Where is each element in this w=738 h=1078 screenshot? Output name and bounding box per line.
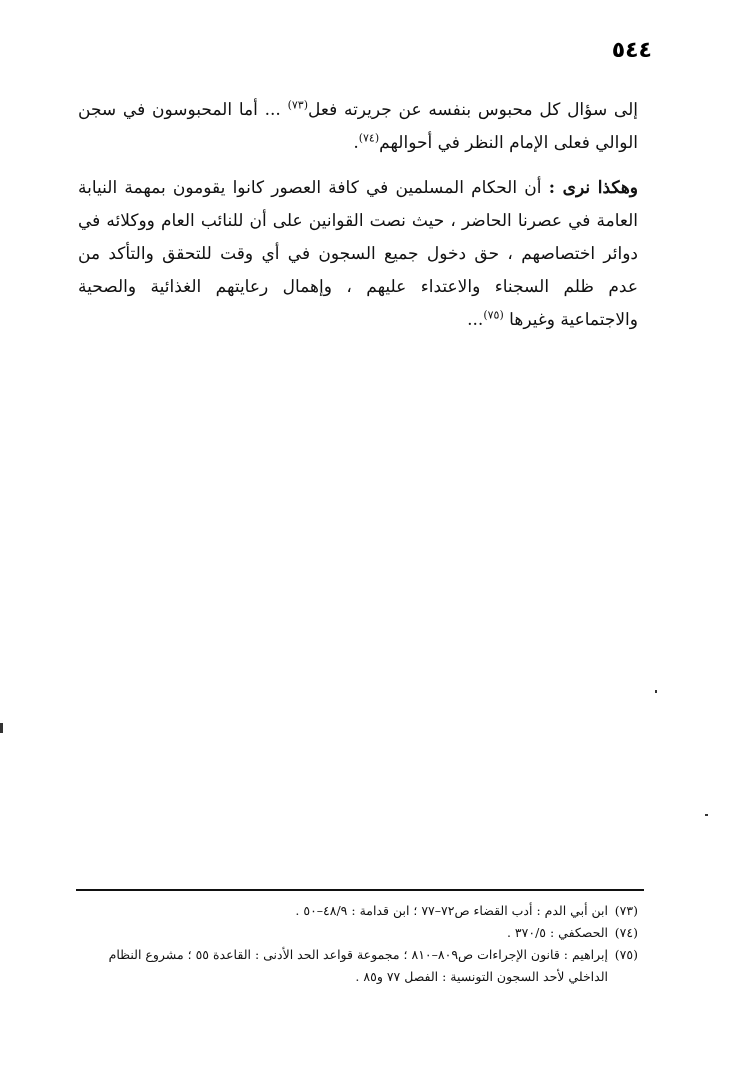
paragraph-1-text-b: ... أما المحبوسون في سجن الوالي فعلى الإمام النظر في أحوالهم [78, 100, 638, 153]
paragraph-2 [78, 172, 638, 337]
paragraph-1-text-a: إلى سؤال كل محبوس بنفسه عن جريرته فعل [308, 100, 639, 120]
footnote-73 [76, 900, 638, 922]
footnote-divider [76, 889, 644, 891]
paragraph-1-end: . [353, 133, 359, 153]
footnote-number: (٧٥) [614, 947, 638, 962]
main-text [78, 94, 638, 337]
scan-speck [705, 814, 708, 816]
footnotes [76, 900, 638, 988]
footnote-75 [76, 944, 638, 988]
footnote-number: (٧٤) [614, 925, 638, 940]
footnote-ref-75: (٧٥) [483, 308, 504, 322]
scan-speck [0, 723, 3, 733]
paragraph-2-lead: وهكذا نرى : [548, 178, 638, 198]
footnote-74 [76, 922, 638, 944]
page-number: ٥٤٤ [611, 38, 652, 63]
footnote-ref-74: (٧٤) [358, 131, 380, 145]
scan-speck [655, 690, 657, 693]
footnote-text: إبراهيم : قانون الإجراءات ص٨٠٩–٨١٠ ؛ مجموعة قواعد الحد الأدنى : القاعدة ٥٥ ؛ مشروع النظام الداخلي لأحد السجون التونسية : الفصل ٧٧ و٨٥ . [108, 947, 608, 984]
paragraph-1 [78, 94, 638, 160]
paragraph-2-tail: ... [467, 310, 484, 330]
footnote-text: الحصكفي : ٣٧٠/٥ . [506, 925, 608, 940]
paragraph-2-text: أن الحكام المسلمين في كافة العصور كانوا يقومون بمهمة النيابة العامة في عصرنا الحاضر ، حيث نصت القوانين على أن للنائب العام ووكلائه في دوائر اختصاصهم ، حق دخول جميع السجون في أي وقت للتحقق والتأكد من عدم ظلم السجناء والاعتداء عليهم ، وإهمال رعايتهم الغذائية والصحية والاجتماعية وغيرها [78, 178, 638, 330]
footnote-number: (٧٣) [614, 903, 638, 918]
footnote-text: ابن أبي الدم : أدب القضاء ص٧٢–٧٧ ؛ ابن قدامة : ٤٨/٩–٥٠ . [295, 903, 608, 918]
footnote-ref-73: (٧٣) [287, 98, 308, 112]
